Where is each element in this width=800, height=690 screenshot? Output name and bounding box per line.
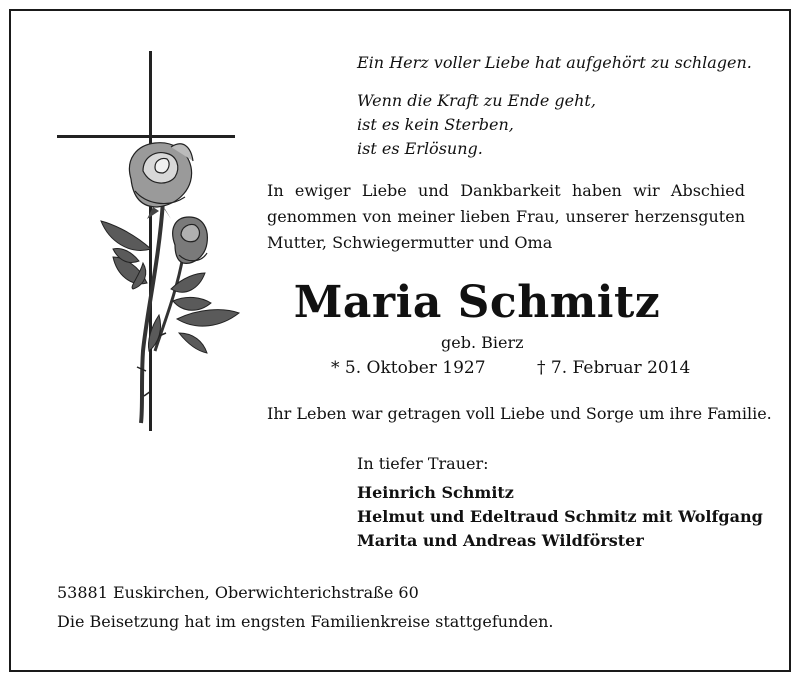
mourner-name: Helmut und Edeltraud Schmitz mit Wolfgang: [357, 507, 763, 526]
mourning-lead: In tiefer Trauer:: [357, 454, 489, 473]
maiden-name: geb. Bierz: [441, 333, 524, 352]
quote-line-1: Ein Herz voller Liebe hat aufgehört zu schlagen.: [357, 53, 752, 72]
mourner-name: Heinrich Schmitz: [357, 483, 514, 502]
mourner-name: Marita und Andreas Wildförster: [357, 531, 644, 550]
death-date: † 7. Februar 2014: [537, 358, 691, 378]
quote-line-2: Wenn die Kraft zu Ende geht,: [357, 91, 596, 110]
obituary-notice: [9, 9, 791, 672]
life-text: Ihr Leben war getragen voll Liebe und Sorge um ihre Familie.: [267, 404, 772, 423]
mourners-list: [357, 481, 763, 553]
burial-note: Die Beisetzung hat im engsten Familienkreise stattgefunden.: [57, 612, 554, 631]
cross-with-roses-icon: [51, 51, 241, 436]
family-address: 53881 Euskirchen, Oberwichterichstraße 60: [57, 583, 419, 602]
birth-date: * 5. Oktober 1927: [331, 358, 486, 378]
deceased-name: Maria Schmitz: [293, 277, 661, 328]
quote-line-3: ist es kein Sterben,: [357, 115, 514, 134]
intro-text: In ewiger Liebe und Dankbarkeit haben wir Abschied genommen von meiner lieben Frau, unserer herzensguten Mutter, Schwiegermutter und Oma: [267, 181, 745, 252]
quote-line-4: ist es Erlösung.: [357, 139, 483, 158]
epitaph-quote: [357, 51, 752, 161]
